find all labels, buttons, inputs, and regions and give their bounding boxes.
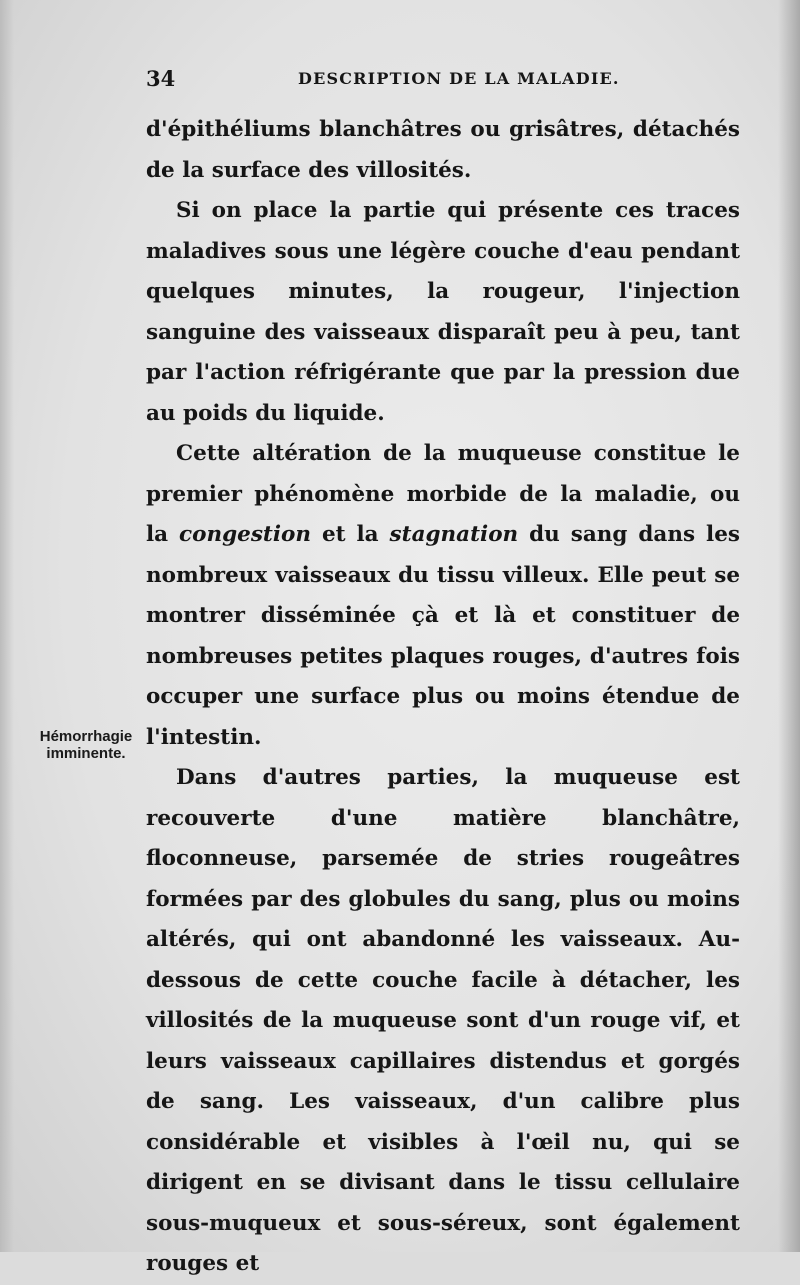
running-head: DESCRIPTION DE LA MALADIE.: [298, 69, 620, 88]
margin-note: [22, 728, 150, 762]
body-text: [146, 110, 740, 1285]
paragraph-4: Dans d'autres parties, la muqueuse est recouverte d'une matière blanchâtre, floconneuse, parsemée de stries rougeâtres formées par des globules du sang, plus ou moins altérés, qui ont abandonné les vaisseaux. Au-dessous de cette couche facile à détacher, les villosités de la muqueuse sont d'un rouge vif, et leurs vaisseaux capillaires distendus et gorgés de sang. Les vaisseaux, d'un calibre plus considérable et visibles à l'œil nu, qui se dirigent en se divisant dans le tissu cellulaire sous-muqueux et sous-séreux, sont également rouges et: [146, 765, 740, 1276]
margin-note-line-2: imminente.: [46, 745, 126, 762]
paragraph-3-part-3: du sang dans les nombreux vaisseaux du tissu villeux. Elle peut se montrer disséminée çà et là et constituer de nombreuses petites plaques rouges, d'autres fois occuper une surface plus ou moins étendue de l'intestin.: [146, 522, 740, 750]
paragraph-3: [146, 434, 740, 758]
page-header: [146, 66, 746, 94]
page-edge-shadow-left: [0, 0, 14, 1252]
italic-term-stagnation: stagnation: [389, 522, 519, 547]
paragraph-1: d'épithéliums blanchâtres ou grisâtres, détachés de la surface des villosités.: [146, 117, 740, 183]
paragraph-3-part-2: et la: [311, 522, 390, 547]
paragraph-3-part-1: Cette altération de la muqueuse constitue le premier phénomène morbide de la maladie, ou la: [146, 441, 740, 547]
page-number: 34: [146, 66, 176, 91]
page-edge-shadow-right: [778, 0, 800, 1252]
italic-term-congestion: congestion: [179, 522, 311, 547]
paragraph-2: Si on place la partie qui présente ces traces maladives sous une légère couche d'eau pendant quelques minutes, la rougeur, l'injection sanguine des vaisseaux disparaît peu à peu, tant par l'action réfrigérante que par la pression due au poids du liquide.: [146, 198, 740, 426]
margin-note-line-1: Hémorrhagie: [39, 728, 133, 745]
